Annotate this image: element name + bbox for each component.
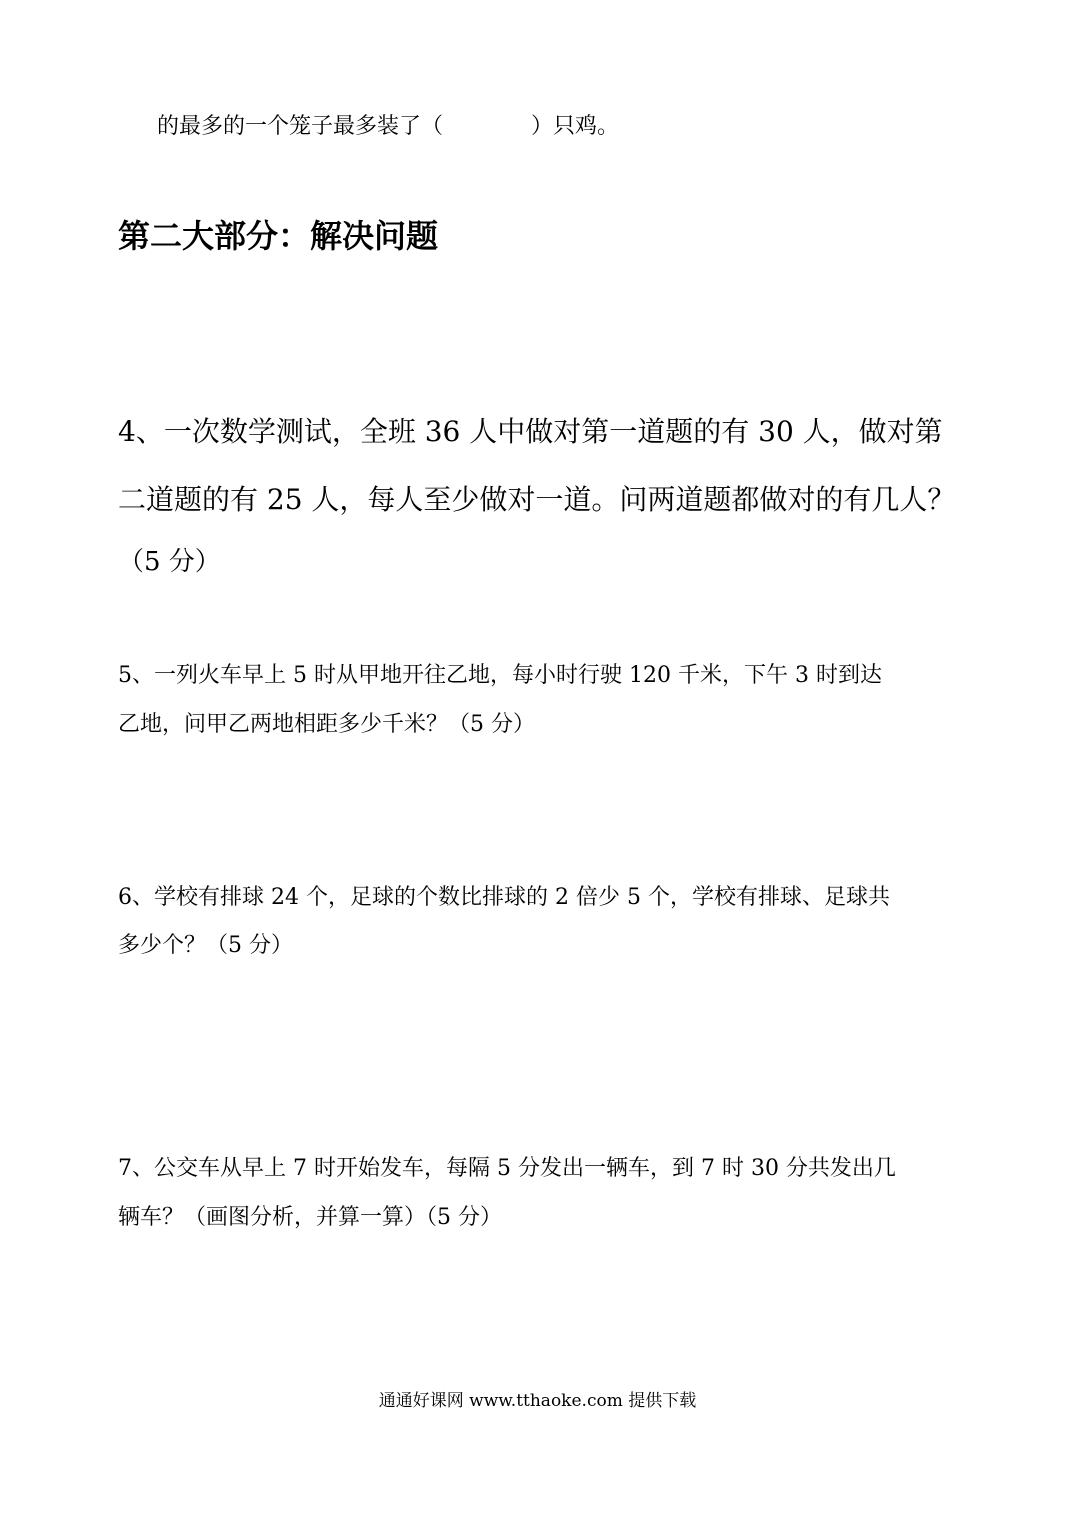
page-footer: 通通好课网 www.tthaoke.com 提供下载 xyxy=(378,1391,697,1411)
question-6-line-1: 6、学校有排球 24 个，足球的个数比排球的 2 倍少 5 个，学校有排球、足球共 xyxy=(118,885,890,910)
question-4-score: （5 分） xyxy=(118,547,221,577)
question-7-line-2: 辆车？（画图分析，并算一算）（5 分） xyxy=(118,1205,502,1230)
question-4-line-1: 4、一次数学测试，全班 36 人中做对第一道题的有 30 人，做对第 xyxy=(118,415,943,448)
question-5-line-2: 乙地，问甲乙两地相距多少千米？（5 分） xyxy=(118,712,535,737)
question-6-line-2: 多少个？（5 分） xyxy=(118,933,293,958)
section-title: 第二大部分：解决问题 xyxy=(118,217,439,255)
question-4-line-2: 二道题的有 25 人，每人至少做对一道。问两道题都做对的有几人？ xyxy=(118,483,956,516)
question-continuation-line: 的最多的一个笼子最多装了（ ）只鸡。 xyxy=(157,114,620,139)
question-5-line-1: 5、一列火车早上 5 时从甲地开往乙地，每小时行驶 120 千米，下午 3 时到达 xyxy=(118,663,882,688)
question-7-line-1: 7、公交车从早上 7 时开始发车，每隔 5 分发出一辆车，到 7 时 30 分共发出几 xyxy=(118,1156,896,1181)
